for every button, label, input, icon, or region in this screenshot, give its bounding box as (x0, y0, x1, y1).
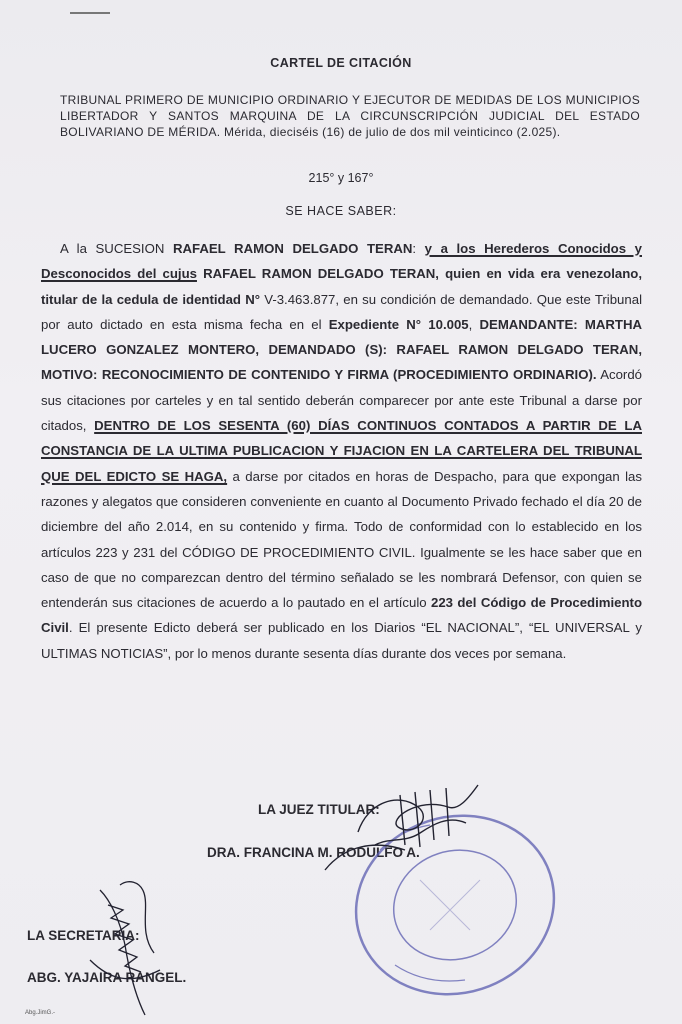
secretary-name: ABG. YAJAIRA RANGEL. (27, 970, 187, 985)
initials: Abg.JimG.- (25, 1010, 56, 1016)
secretary-signature (90, 882, 160, 1015)
court-header: TRIBUNAL PRIMERO DE MUNICIPIO ORDINARIO Y EJECUTOR DE MEDIDAS DE LOS MUNICIPIOS LIBERTADOR Y SANTOS MARQUINA DE LA CIRCUNSCRIPCIÓN JUDICIAL DEL ESTADO BOLIVARIANO DE MÉRIDA. Mérida, dieciséis (16) de julio de dos mil veinticinco (2.025). (60, 93, 640, 139)
body-text: . El presente Edicto deberá ser publicado en los Diarios “EL NACIONAL”, “EL UNIVERSAL y ULTIMAS NOTICIAS”, por lo menos durante sesenta días durante dos veces por semana. (41, 620, 642, 661)
body-text: A la SUCESION (60, 241, 173, 256)
body-text: RAFAEL RAMON DELGADO TERAN, quien en vida era venezolano, titular de la cedula de identidad N° (41, 266, 643, 307)
body-text: a darse por citados en horas de Despacho, para que expongan las razones y alegatos que consideren conveniente en cuanto al Documento Privado fechado el día 20 de diciembre del año 2.014, en su contenido y firma. Todo de conformidad con lo establecido en los artículos 223 y 231 del CÓDIGO DE PROCEDIMIENTO CIVIL. Igualmente se les hace saber que en caso de que no comparezcan dentro del término señalado se les nombrará Defensor, con quien se entenderán sus citaciones de acuerdo a lo pautado en el artículo (41, 468, 642, 611)
angles-line: 215° y 167° (308, 171, 374, 185)
se-hace-saber: SE HACE SABER: (285, 204, 397, 218)
body-text: : (412, 241, 425, 256)
body-text: V-3.463.877, en su condición de demandado. Que este Tribunal por auto dictado en esta misma fecha en el (41, 291, 642, 332)
expediente-number: Expediente N° 10.005 (328, 316, 469, 332)
official-seal-stamp (333, 790, 578, 1019)
body-text-underlined: y a los Herederos Conocidos y Desconocidos del cujus (41, 241, 642, 282)
judge-name: DRA. FRANCINA M. RODULFO A. (207, 845, 420, 860)
body-text: RAFAEL RAMON DELGADO TERAN (172, 241, 413, 256)
parties-block: DEMANDANTE: MARTHA LUCERO GONZALEZ MONTERO, DEMANDADO (S): RAFAEL RAMON DELGADO TERAN, MOTIVO: RECONOCIMIENTO DE CONTENIDO Y FIRMA (PROCEDIMIENTO ORDINARIO). (41, 316, 643, 383)
document-title: CARTEL DE CITACIÓN (270, 56, 412, 70)
body-text: , (468, 316, 480, 332)
deadline-clause: DENTRO DE LOS SESENTA (60) DÍAS CONTINUOS CONTADOS A PARTIR DE LA CONSTANCIA DE LA ULTIMA PUBLICACION Y FIJACION EN LA CARTELERA DEL TRIBUNAL QUE DEL EDICTO SE HAGA, (41, 418, 642, 484)
judge-title: LA JUEZ TITULAR: (258, 802, 380, 817)
body-text: Acordó sus citaciones por carteles y en tal sentido deberán comparecer por ante este Tribunal a darse por citados, (41, 367, 642, 434)
body-text: 223 del Código de Procedimiento Civil (41, 595, 643, 636)
judge-signature (325, 785, 478, 870)
secretary-title: LA SECRETARIA: (27, 928, 140, 943)
